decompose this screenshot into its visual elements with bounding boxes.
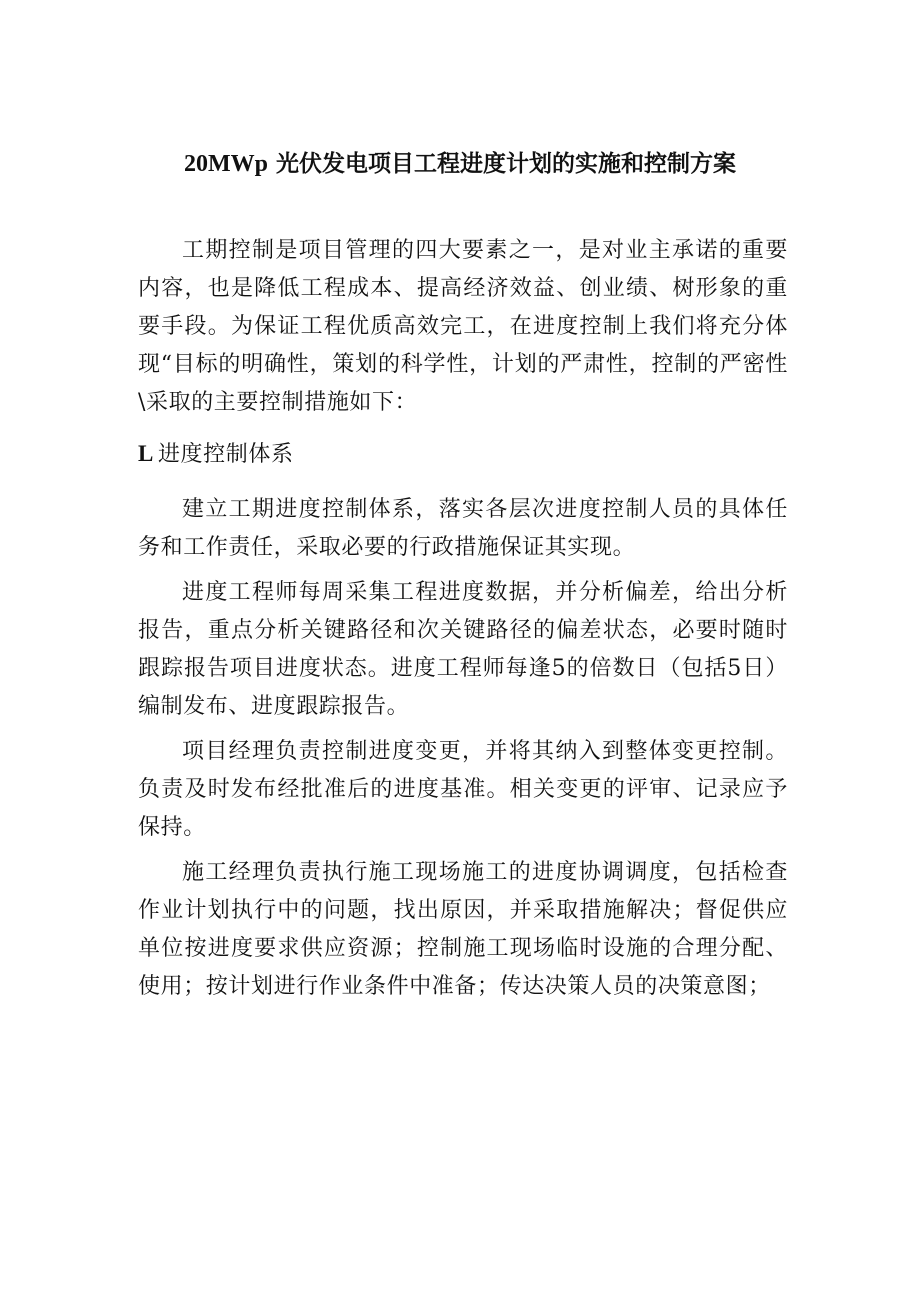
intro-paragraph: 工期控制是项目管理的四大要素之一，是对业主承诺的重要内容，也是降低工程成本、提高经济效益、创业绩、树形象的重要手段。为保证工程优质高效完工，在进度控制上我们将充分体现“目标的明确性，策划的科学性，计划的严肃性，控制的严密性\采取的主要控制措施如下： bbox=[138, 238, 788, 415]
section-title: 进度控制体系 bbox=[157, 442, 294, 467]
document-title bbox=[0, 148, 920, 180]
paragraph-progress-system: 建立工期进度控制体系，落实各层次进度控制人员的具体任务和工作责任，采取必要的行政措施保证其实现。 bbox=[138, 497, 788, 560]
paragraph-progress-engineer: 进度工程师每周采集工程进度数据，并分析偏差，给出分析报告，重点分析关键路径和次关键路径的偏差状态，必要时随时跟踪报告项目进度状态。进度工程师每逢5的倍数日（包括5日）编制发布、进度跟踪报告。 bbox=[138, 580, 788, 719]
paragraph-project-manager: 项目经理负责控制进度变更，并将其纳入到整体变更控制。负责及时发布经批准后的进度基准。相关变更的评审、记录应予保持。 bbox=[138, 739, 788, 840]
paragraph-construction-manager: 施工经理负责执行施工现场施工的进度协调调度，包括检查作业计划执行中的问题，找出原因，并采取措施解决；督促供应单位按进度要求供应资源；控制施工现场临时设施的合理分配、使用；按计划进行作业条件中准备；传达决策人员的决策意图； bbox=[138, 860, 788, 999]
section-heading-1 bbox=[138, 435, 788, 474]
title-main: 光伏发电项目工程进度计划的实施和控制方案 bbox=[276, 150, 736, 178]
section-number: L bbox=[138, 441, 154, 466]
title-prefix: 20MWp bbox=[183, 151, 268, 178]
document-body bbox=[138, 232, 788, 1006]
